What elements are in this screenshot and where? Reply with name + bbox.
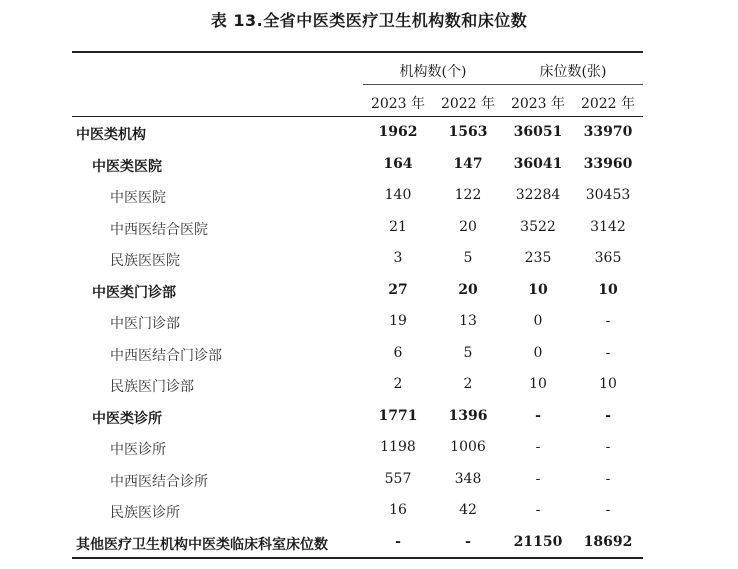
row-value: - <box>605 439 611 455</box>
row-value: 36051 <box>513 124 563 140</box>
row-label: 中医类诊所 <box>92 411 162 427</box>
row-value: 2 <box>393 376 403 392</box>
row-value: - <box>465 534 471 550</box>
table-row <box>72 250 643 270</box>
table-row <box>72 502 643 522</box>
row-value: - <box>395 534 401 550</box>
row-value: 18692 <box>583 534 633 550</box>
row-label: 民族医诊所 <box>110 505 180 521</box>
table-row <box>72 219 643 239</box>
row-label: 中医类机构 <box>76 127 146 143</box>
row-value: 140 <box>384 187 412 203</box>
header-institutions: 机构数(个) <box>399 64 467 80</box>
table-row <box>72 345 643 365</box>
row-label: 中西医结合诊所 <box>110 474 208 490</box>
row-value: 20 <box>458 282 478 298</box>
table-row <box>72 439 643 459</box>
table-row <box>72 376 643 396</box>
row-value: - <box>605 408 611 424</box>
row-value: 3522 <box>520 219 556 235</box>
row-value: 1771 <box>378 408 418 424</box>
table-row <box>72 187 643 207</box>
row-value: 5 <box>463 250 473 266</box>
group-header-rule <box>363 84 643 85</box>
table-row <box>72 313 643 333</box>
row-value: 0 <box>533 345 543 361</box>
row-value: - <box>535 408 541 424</box>
row-value: 13 <box>459 313 477 329</box>
row-value: 557 <box>384 471 412 487</box>
table-row <box>72 156 643 176</box>
table-row <box>72 408 643 428</box>
row-value: 1198 <box>380 439 416 455</box>
row-value: 122 <box>454 187 482 203</box>
table-title: 表 13.全省中医类医疗卫生机构数和床位数 <box>210 11 528 30</box>
row-value: 10 <box>598 282 618 298</box>
row-label: 中医诊所 <box>110 442 166 458</box>
table-row <box>72 534 643 554</box>
row-value: 5 <box>463 345 473 361</box>
row-value: - <box>605 313 611 329</box>
row-label: 中医门诊部 <box>110 316 180 332</box>
table-row <box>72 282 643 302</box>
row-value: 365 <box>594 250 622 266</box>
row-value: - <box>605 471 611 487</box>
row-value: 164 <box>383 156 413 172</box>
row-label: 中西医结合医院 <box>110 222 208 238</box>
row-label: 中医类医院 <box>92 159 162 175</box>
row-label: 中西医结合门诊部 <box>110 348 222 364</box>
row-value: 19 <box>389 313 407 329</box>
row-value: 1563 <box>448 124 488 140</box>
row-value: 235 <box>524 250 552 266</box>
row-value: 30453 <box>585 187 631 203</box>
row-value: 1006 <box>450 439 486 455</box>
table-bottom-rule <box>72 557 643 559</box>
header-year-beds-2022: 2022 年 <box>580 96 636 112</box>
table-top-rule <box>72 51 643 53</box>
row-value: - <box>605 502 611 518</box>
row-label: 中医医院 <box>110 190 166 206</box>
header-year-inst-2022: 2022 年 <box>440 96 496 112</box>
row-value: 21 <box>389 219 407 235</box>
row-value: 0 <box>533 313 543 329</box>
row-value: 2 <box>463 376 473 392</box>
header-bottom-rule <box>72 116 643 117</box>
row-value: - <box>535 439 541 455</box>
row-label: 民族医医院 <box>110 253 180 269</box>
row-value: 20 <box>459 219 477 235</box>
row-value: 147 <box>453 156 483 172</box>
row-value: 1396 <box>448 408 488 424</box>
row-value: 36041 <box>513 156 563 172</box>
header-beds: 床位数(张) <box>539 64 607 80</box>
row-value: 3142 <box>590 219 626 235</box>
row-value: 10 <box>528 282 548 298</box>
row-value: 348 <box>454 471 482 487</box>
row-value: 6 <box>393 345 403 361</box>
row-label: 其他医疗卫生机构中医类临床科室床位数 <box>76 537 328 553</box>
row-value: 10 <box>599 376 617 392</box>
row-value: - <box>605 345 611 361</box>
row-value: 1962 <box>378 124 418 140</box>
row-value: 33970 <box>583 124 633 140</box>
header-year-beds-2023: 2023 年 <box>510 96 566 112</box>
row-value: 42 <box>459 502 477 518</box>
row-value: 16 <box>389 502 407 518</box>
row-value: 3 <box>393 250 403 266</box>
row-label: 民族医门诊部 <box>110 379 194 395</box>
table-row <box>72 124 643 144</box>
row-value: 21150 <box>513 534 563 550</box>
row-value: 27 <box>388 282 408 298</box>
row-value: 32284 <box>515 187 561 203</box>
row-value: 10 <box>529 376 547 392</box>
row-value: - <box>535 471 541 487</box>
table-row <box>72 471 643 491</box>
header-year-inst-2023: 2023 年 <box>370 96 426 112</box>
row-value: - <box>535 502 541 518</box>
row-value: 33960 <box>583 156 633 172</box>
row-label: 中医类门诊部 <box>92 285 176 301</box>
